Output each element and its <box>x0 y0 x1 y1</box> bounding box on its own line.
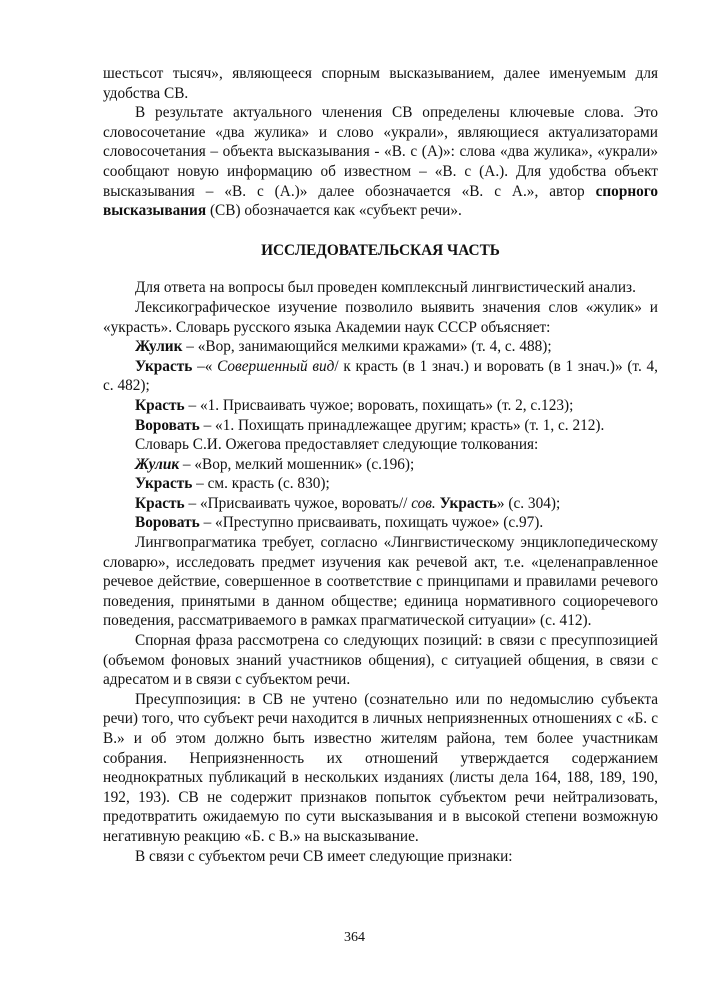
text-run: –« <box>192 357 218 375</box>
paragraph <box>103 631 658 690</box>
text-run: – «Вор, мелкий мошенник» (с.196); <box>179 455 415 473</box>
text-run: Лингвопрагматика требует, согласно «Лингвистическому энциклопедическому словарю», исследовать предмет изучения как речевой акт, т.е. «целенаправленное речевое действие, совершенное в соответствие с принципами и правилами речевого поведения, принятыми в данном обществе; единица нормативного социоречевого поведения, рассматриваемого в рамках прагматической ситуации» (с. 412). <box>103 534 658 630</box>
text-run: – см. красть (с. 830); <box>192 475 330 493</box>
paragraph <box>103 690 658 847</box>
text-run: ИССЛЕДОВАТЕЛЬСКАЯ ЧАСТЬ <box>261 241 500 259</box>
text-run: Пресуппозиция: в СВ не учтено (сознательно или по недомыслию субъекта речи) того, что субъект речи находится в личных неприязненных отношениях с «Б. с В.» и об этом должно быть известно жителям района, тем более участникам собрания. Неприязненность их отношений утверждается содержанием неоднократных публикаций в нескольких изданиях (листы дела 164, 188, 189, 190, 192, 193). СВ не содержит признаков попыток субъектом речи нейтрализовать, предотвратить ожидаемую по сути высказывания и в высокой степени возможную негативную реакцию «Б. с В.» на высказывание. <box>103 690 658 845</box>
text-run: Воровать <box>135 514 200 532</box>
text-run: Красть <box>135 494 185 512</box>
text-run: Словарь С.И. Ожегова предоставляет следующие толкования: <box>135 436 539 454</box>
text-run: » (с. 304); <box>496 494 561 512</box>
text-run: сов. <box>411 494 436 512</box>
text-run: В связи с субъектом речи СВ имеет следующие признаки: <box>135 847 513 865</box>
paragraph <box>103 64 658 103</box>
text-run: – «Вор, занимающийся мелкими кражами» (т. 4, с. 488); <box>182 338 552 356</box>
text-run: Для ответа на вопросы был проведен комплексный лингвистический анализ. <box>135 279 636 297</box>
paragraph <box>103 494 658 514</box>
text-run: / к красть (в 1 знач.) и воровать (в 1 знач.)» (т. 4, с. 482); <box>103 357 658 395</box>
paragraph <box>103 513 658 533</box>
text-run: Лексикографическое изучение позволило выявить значения слов «жулик» и «украсть». Словарь русского языка Академии наук СССР объясняет: <box>103 298 658 336</box>
paragraph <box>103 474 658 494</box>
paragraph <box>103 847 658 867</box>
paragraph <box>103 278 658 298</box>
text-run: Совершенный вид <box>217 357 335 375</box>
text-run: Красть <box>135 396 185 414</box>
text-run: Спорная фраза рассмотрена со следующих позиций: в связи с пресуппозицией (объемом фоновых знаний участников общения), с ситуацией общения, в связи с адресатом и в связи с субъектом речи. <box>103 632 658 689</box>
text-run: – «1. Присваивать чужое; воровать, похищать» (т. 2, с.123); <box>184 396 574 414</box>
text-run: В результате актуального членения СВ определены ключевые слова. Это словосочетание «два жулика» и слово «украли», являющиеся актуализаторами словосочетания – объекта высказывания - «В. с (А)»: слова «два жулика», «украли» сообщают новую информацию об известном – «В. с (А.). Для удобства объект высказывания – «В. с (А.)» далее обозначается «В. с А.», автор <box>103 104 658 200</box>
paragraph <box>103 435 658 455</box>
text-run: спорного высказывания <box>103 182 658 220</box>
text-run: шестьсот тысяч», являющееся спорным высказыванием, далее именуемым для удобства СВ. <box>103 65 658 102</box>
document-body <box>103 64 658 866</box>
paragraph <box>103 455 658 475</box>
text-run: Воровать <box>135 416 200 434</box>
paragraph <box>103 298 658 337</box>
paragraph <box>103 533 658 631</box>
paragraph <box>103 103 658 221</box>
paragraph <box>103 396 658 416</box>
paragraph <box>103 337 658 357</box>
text-run: Жулик <box>135 455 180 473</box>
section-heading <box>103 241 658 261</box>
text-run: – «1. Похищать принадлежащее другим; красть» (т. 1, с. 212). <box>199 416 605 434</box>
paragraph <box>103 416 658 436</box>
text-run: Украсть <box>135 475 193 493</box>
text-run: Украсть <box>135 357 193 375</box>
paragraph <box>103 357 658 396</box>
text-run: Жулик <box>135 338 183 356</box>
text-run: (СВ) обозначается как «субъект речи». <box>206 202 462 220</box>
text-run: Украсть <box>439 494 497 512</box>
text-run: – «Преступно присваивать, похищать чужое» (с.97). <box>199 514 544 532</box>
text-run: – «Присваивать чужое, воровать// <box>184 494 412 512</box>
page-number: 364 <box>344 930 365 945</box>
